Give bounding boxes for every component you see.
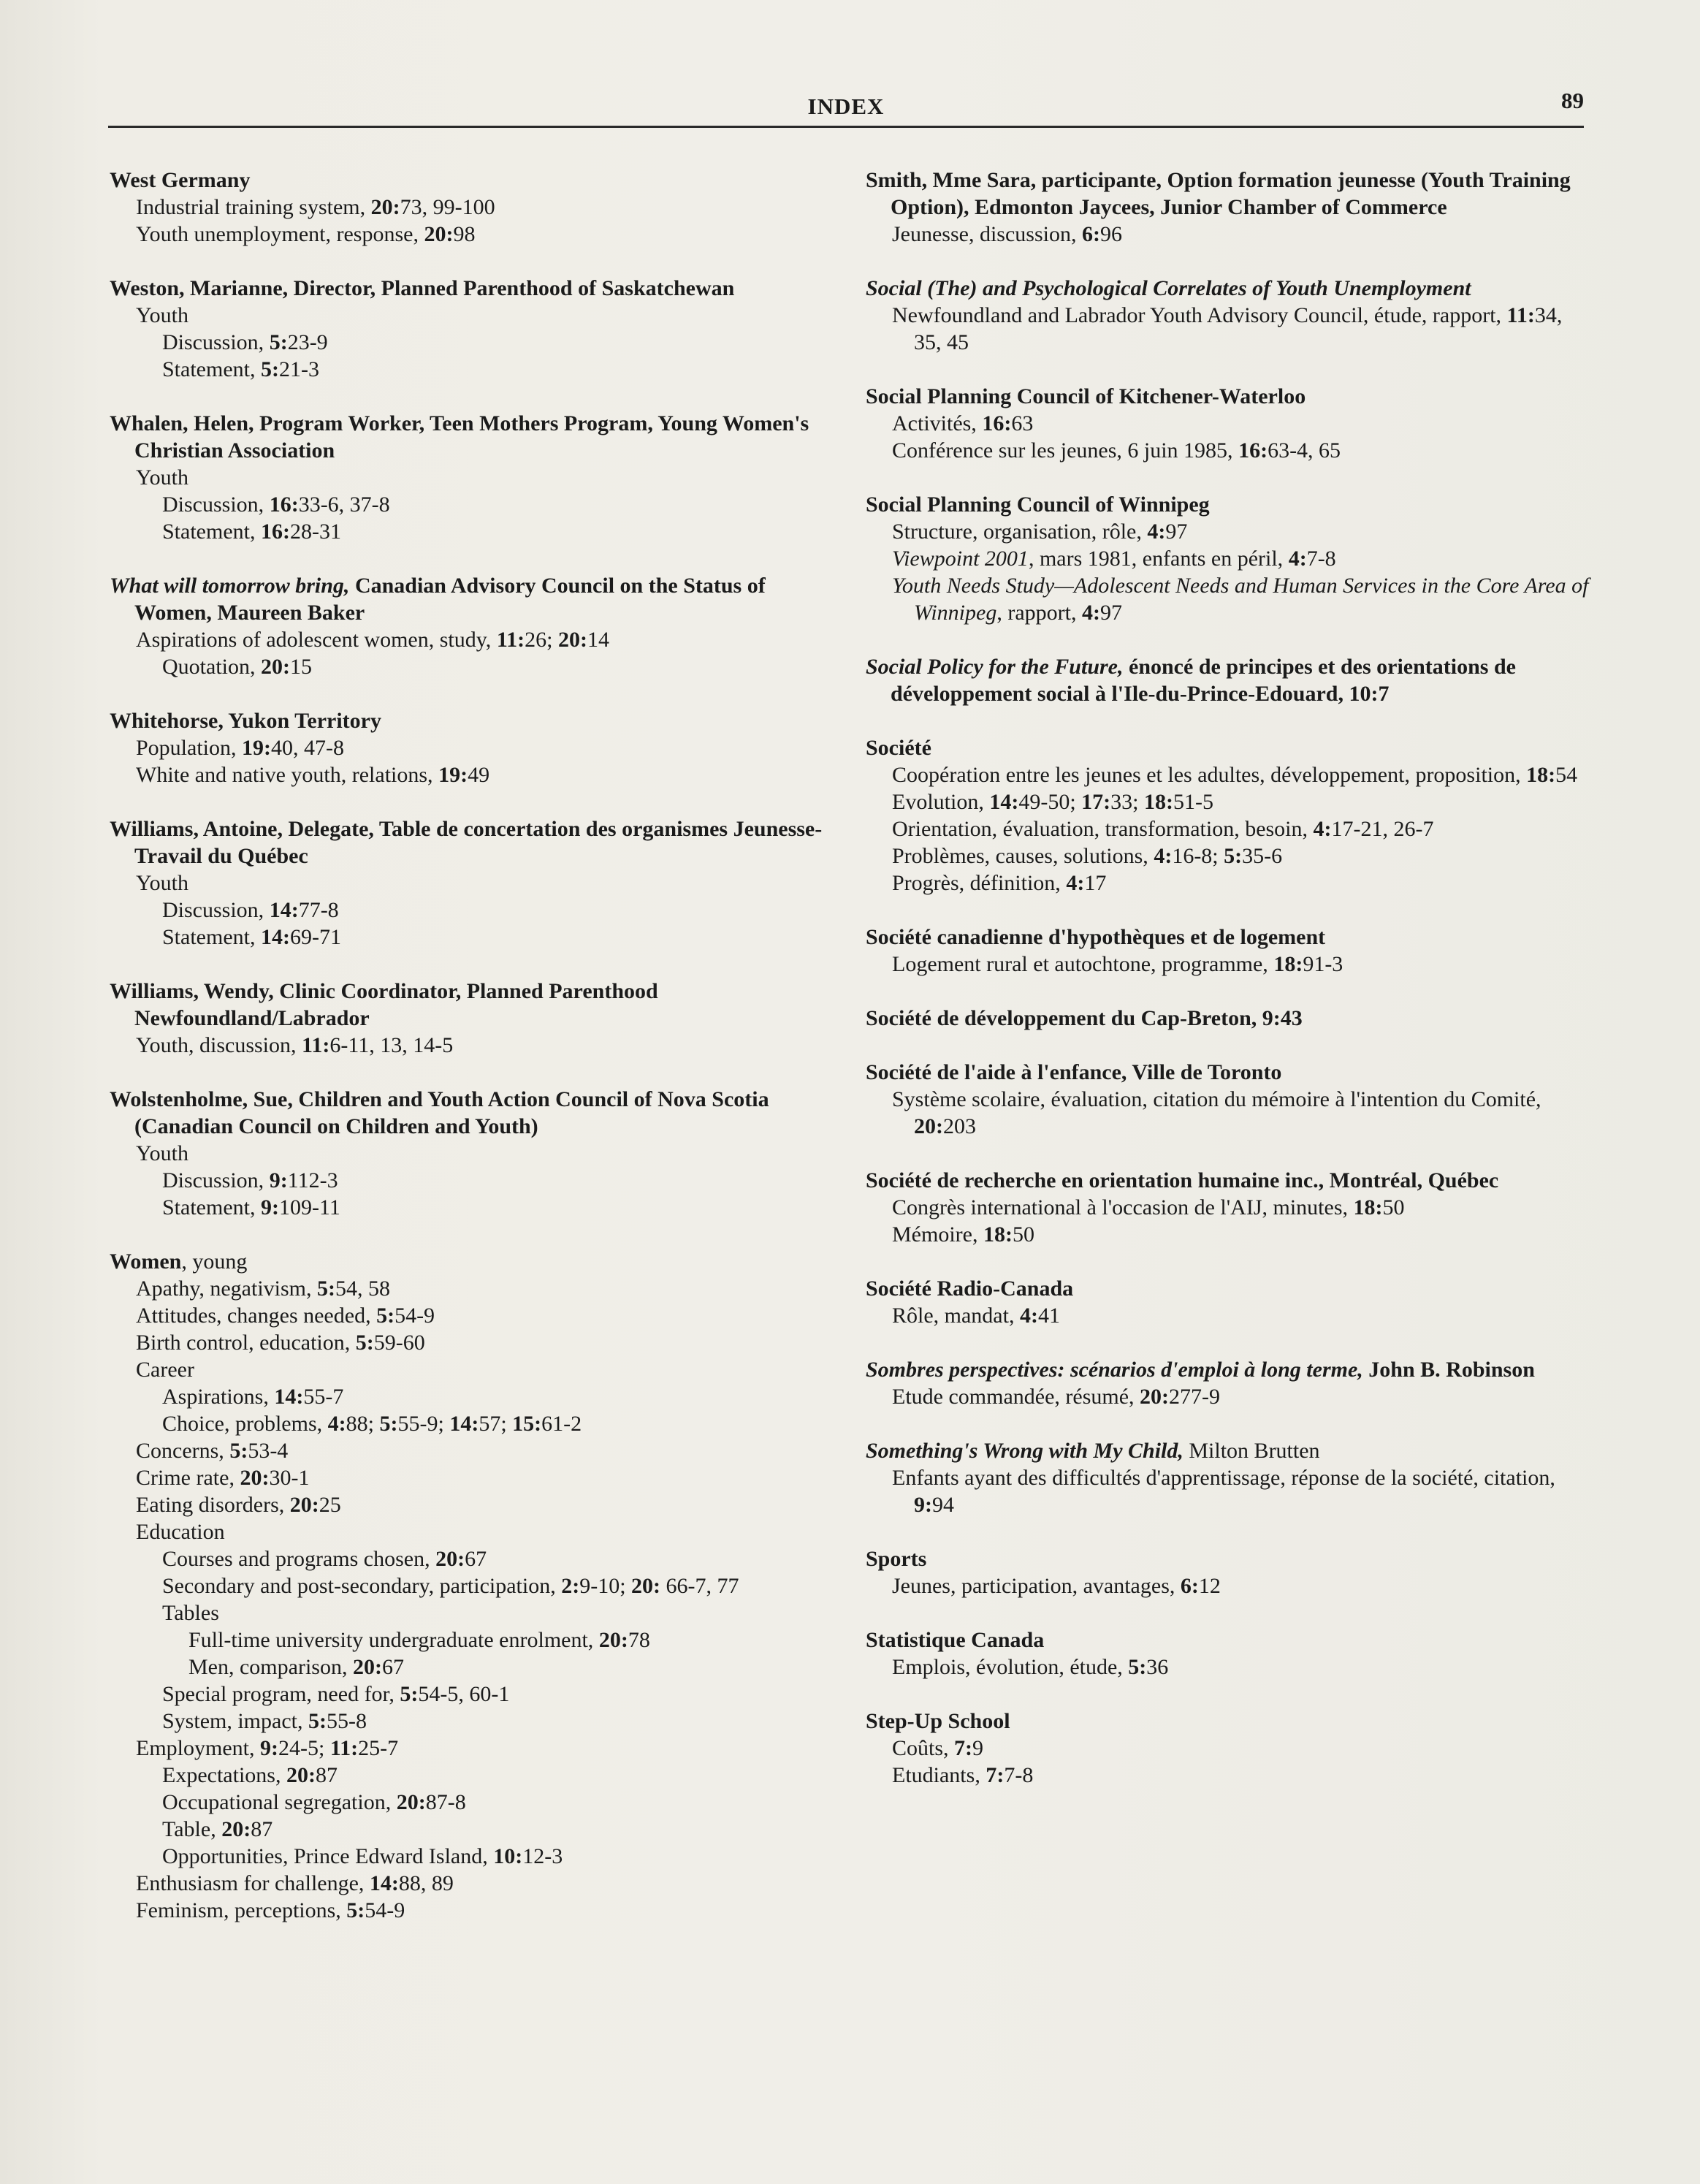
index-heading: Step-Up School: [866, 1709, 1010, 1733]
index-subentry: Tables: [162, 1601, 219, 1625]
index-subentry: Courses and programs chosen, 20:67: [162, 1547, 487, 1571]
index-subentry: Discussion, 14:77-8: [162, 898, 339, 922]
index-subentry: Youth: [136, 871, 188, 895]
index-subentry: Attitudes, changes needed, 5:54-9: [136, 1304, 435, 1328]
index-subentry: Special program, need for, 5:54-5, 60-1: [162, 1682, 510, 1706]
index-entry: [866, 1167, 1589, 1248]
index-subentry: Progrès, définition, 4:17: [892, 871, 1107, 895]
index-entry: [866, 653, 1589, 707]
index-entry: [110, 978, 833, 1059]
index-subentry: Evolution, 14:49-50; 17:33; 18:51-5: [892, 790, 1214, 814]
index-subentry: Viewpoint 2001, mars 1981, enfants en péril, 4:7-8: [892, 547, 1336, 571]
index-subentry: Problèmes, causes, solutions, 4:16-8; 5:35-6: [892, 844, 1283, 868]
index-subentry: Jeunesse, discussion, 6:96: [892, 222, 1122, 246]
index-entry: [866, 734, 1589, 897]
index-subentry: Emplois, évolution, étude, 5:36: [892, 1655, 1169, 1679]
index-subentry: Etudiants, 7:7-8: [892, 1763, 1034, 1787]
index-heading: Social Planning Council of Kitchener-Waterloo: [866, 384, 1306, 408]
index-column-right: [866, 167, 1589, 1816]
index-entry: [110, 1086, 833, 1221]
index-heading: Société: [866, 736, 931, 760]
index-subentry: Youth unemployment, response, 20:98: [136, 222, 476, 246]
index-heading: Société de l'aide à l'enfance, Ville de Toronto: [866, 1060, 1282, 1084]
index-subentry: System, impact, 5:55-8: [162, 1709, 367, 1733]
index-subentry: Coopération entre les jeunes et les adultes, développement, proposition, 18:54: [892, 763, 1578, 787]
index-subentry: Opportunities, Prince Edward Island, 10:12-3: [162, 1844, 563, 1868]
index-entry: [866, 924, 1589, 978]
index-heading: Williams, Antoine, Delegate, Table de concertation des organismes Jeunesse-Travail du Québec: [110, 817, 823, 868]
index-entry: [866, 1545, 1589, 1599]
index-subentry: Mémoire, 18:50: [892, 1222, 1034, 1247]
page-title: INDEX: [807, 94, 885, 119]
index-subentry: Full-time university undergraduate enrolment, 20:78: [188, 1628, 650, 1652]
index-subentry: Choice, problems, 4:88; 5:55-9; 14:57; 15:61-2: [162, 1412, 582, 1436]
index-heading: Société de recherche en orientation humaine inc., Montréal, Québec: [866, 1168, 1499, 1192]
page-header: [108, 85, 1584, 129]
index-subentry: White and native youth, relations, 19:49: [136, 763, 490, 787]
index-heading: Société Radio-Canada: [866, 1276, 1074, 1301]
index-entry: [866, 1005, 1589, 1032]
index-subentry: Eating disorders, 20:25: [136, 1493, 341, 1517]
index-entry: [866, 1275, 1589, 1329]
index-subentry: Congrès international à l'occasion de l'AIJ, minutes, 18:50: [892, 1195, 1405, 1220]
index-heading: Whitehorse, Yukon Territory: [110, 709, 381, 733]
index-subentry: Structure, organisation, rôle, 4:97: [892, 520, 1188, 544]
index-entry: [866, 1356, 1589, 1410]
index-entry: [110, 167, 833, 248]
index-subentry: Jeunes, participation, avantages, 6:12: [892, 1574, 1221, 1598]
index-subentry: Statement, 9:109-11: [162, 1195, 340, 1220]
index-subentry: Men, comparison, 20:67: [188, 1655, 404, 1679]
index-heading: Smith, Mme Sara, participante, Option formation jeunesse (Youth Training Option), Edmonton Jaycees, Junior Chamber of Commerce: [866, 168, 1571, 219]
index-subentry: Système scolaire, évaluation, citation du mémoire à l'intention du Comité, 20:203: [892, 1087, 1541, 1138]
index-subentry: Activités, 16:63: [892, 411, 1034, 435]
index-entry: [110, 572, 833, 680]
index-subentry: Statement, 14:69-71: [162, 925, 341, 949]
index-entry: [110, 815, 833, 951]
index-subentry: Aspirations, 14:55-7: [162, 1385, 344, 1409]
index-heading: Sombres perspectives: scénarios d'emploi à long terme, John B. Robinson: [866, 1358, 1535, 1382]
index-heading: Wolstenholme, Sue, Children and Youth Action Council of Nova Scotia (Canadian Council on Children and Youth): [110, 1087, 769, 1138]
index-subentry: Youth, discussion, 11:6-11, 13, 14-5: [136, 1033, 454, 1057]
index-entry: [866, 491, 1589, 626]
index-heading: Société canadienne d'hypothèques et de logement: [866, 925, 1326, 949]
index-heading: Statistique Canada: [866, 1628, 1045, 1652]
index-subentry: Birth control, education, 5:59-60: [136, 1331, 425, 1355]
index-entry: [866, 167, 1589, 248]
index-subentry: Employment, 9:24-5; 11:25-7: [136, 1736, 399, 1760]
index-subentry: Feminism, perceptions, 5:54-9: [136, 1898, 405, 1922]
index-entry: [866, 275, 1589, 356]
index-entry: [110, 1248, 833, 1924]
index-subentry: Apathy, negativism, 5:54, 58: [136, 1276, 391, 1301]
index-entry: [866, 1059, 1589, 1140]
index-entry: [110, 707, 833, 788]
index-subentry: Career: [136, 1358, 194, 1382]
index-subentry: Statement, 16:28-31: [162, 520, 341, 544]
index-heading: Women, young: [110, 1249, 248, 1274]
index-subentry: Secondary and post-secondary, participation, 2:9-10; 20: 66-7, 77: [162, 1574, 739, 1598]
index-heading: Whalen, Helen, Program Worker, Teen Mothers Program, Young Women's Christian Association: [110, 411, 809, 463]
index-subentry: Population, 19:40, 47-8: [136, 736, 345, 760]
index-subentry: Youth: [136, 1141, 188, 1165]
index-entry: [866, 383, 1589, 464]
index-subentry: Expectations, 20:87: [162, 1763, 338, 1787]
index-column-left: [110, 167, 833, 1951]
index-subentry: Enfants ayant des difficultés d'apprentissage, réponse de la société, citation, 9:94: [892, 1466, 1555, 1517]
index-subentry: Youth: [136, 465, 188, 490]
index-subentry: Discussion, 9:112-3: [162, 1168, 338, 1192]
index-subentry: Industrial training system, 20:73, 99-100: [136, 195, 495, 219]
index-heading: Social Policy for the Future, énoncé de principes et des orientations de développement social à l'Ile-du-Prince-Edouard, 10:7: [866, 655, 1516, 706]
index-subentry: Quotation, 20:15: [162, 655, 312, 679]
index-subentry: Statement, 5:21-3: [162, 357, 319, 381]
index-subentry: Youth Needs Study—Adolescent Needs and Human Services in the Core Area of Winnipeg, rapport, 4:97: [892, 574, 1589, 625]
index-heading: Société de développement du Cap-Breton, 9:43: [866, 1006, 1303, 1030]
index-heading: Sports: [866, 1547, 927, 1571]
index-subentry: Occupational segregation, 20:87-8: [162, 1790, 466, 1814]
index-subentry: Logement rural et autochtone, programme, 18:91-3: [892, 952, 1343, 976]
index-subentry: Newfoundland and Labrador Youth Advisory Council, étude, rapport, 11:34, 35, 45: [892, 303, 1563, 354]
index-subentry: Rôle, mandat, 4:41: [892, 1304, 1060, 1328]
index-subentry: Enthusiasm for challenge, 14:88, 89: [136, 1871, 454, 1895]
index-heading: West Germany: [110, 168, 251, 192]
index-subentry: Discussion, 16:33-6, 37-8: [162, 492, 390, 517]
index-subentry: Crime rate, 20:30-1: [136, 1466, 310, 1490]
index-subentry: Education: [136, 1520, 225, 1544]
index-subentry: Coûts, 7:9: [892, 1736, 984, 1760]
index-heading: Weston, Marianne, Director, Planned Parenthood of Saskatchewan: [110, 276, 735, 300]
index-heading: Something's Wrong with My Child, Milton Brutten: [866, 1439, 1320, 1463]
index-entry: [110, 275, 833, 383]
index-heading: Williams, Wendy, Clinic Coordinator, Planned Parenthood Newfoundland/Labrador: [110, 979, 658, 1030]
index-entry: [866, 1437, 1589, 1518]
index-subentry: Youth: [136, 303, 188, 327]
header-rule: [108, 126, 1584, 128]
index-entry: [110, 410, 833, 545]
index-subentry: Concerns, 5:53-4: [136, 1439, 289, 1463]
index-subentry: Discussion, 5:23-9: [162, 330, 328, 354]
index-entry: [866, 1626, 1589, 1681]
index-subentry: Aspirations of adolescent women, study, 11:26; 20:14: [136, 628, 609, 652]
index-heading: Social Planning Council of Winnipeg: [866, 492, 1210, 517]
index-entry: [866, 1708, 1589, 1789]
index-subentry: Conférence sur les jeunes, 6 juin 1985, 16:63-4, 65: [892, 438, 1341, 463]
index-heading: Social (The) and Psychological Correlates of Youth Unemployment: [866, 276, 1471, 300]
index-heading: What will tomorrow bring, Canadian Advisory Council on the Status of Women, Maureen Baker: [110, 574, 766, 625]
index-subentry: Orientation, évaluation, transformation, besoin, 4:17-21, 26-7: [892, 817, 1434, 841]
index-subentry: Table, 20:87: [162, 1817, 273, 1841]
index-subentry: Etude commandée, résumé, 20:277-9: [892, 1385, 1221, 1409]
page-number: 89: [1561, 88, 1584, 113]
